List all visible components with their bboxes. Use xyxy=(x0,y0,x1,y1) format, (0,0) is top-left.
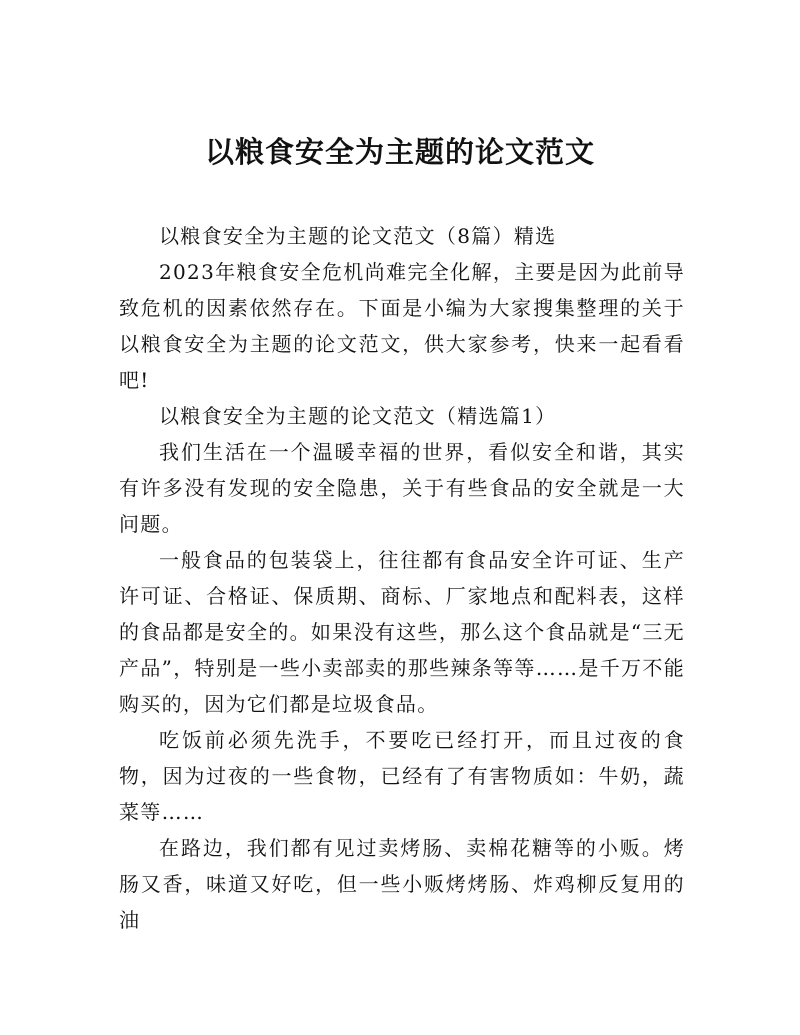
section-heading: 以粮食安全为主题的论文范文（精选篇1） xyxy=(159,404,557,428)
body-paragraph: 在路边，我们都有见过卖烤肠、卖棉花糖等的小贩。烤肠又香，味道又好吃，但一些小贩烤烤肠、炸鸡柳反复用的油 xyxy=(119,836,685,932)
intro-paragraph: 2023年粮食安全危机尚难完全化解，主要是因为此前导致危机的因素依然存在。下面是小编为大家搜集整理的关于以粮食安全为主题的论文范文，供大家参考，快来一起看看吧! xyxy=(119,260,685,392)
document-title: 以粮食安全为主题的论文范文 xyxy=(204,135,595,169)
body-paragraph: 我们生活在一个温暖幸福的世界，看似安全和谐，其实有许多没有发现的安全隐患，关于有些食品的安全就是一大问题。 xyxy=(119,440,685,536)
body-paragraph: 一般食品的包装袋上，往往都有食品安全许可证、生产许可证、合格证、保质期、商标、厂家地点和配料表，这样的食品都是安全的。如果没有这些，那么这个食品就是“三无产品”，特别是一些小卖部卖的那些辣条等等……是千万不能购买的，因为它们都是垃圾食品。 xyxy=(119,548,685,716)
document-body xyxy=(119,218,685,938)
body-paragraph: 吃饭前必须先洗手，不要吃已经打开，而且过夜的食物，因为过夜的一些食物，已经有了有害物质如：牛奶，蔬菜等…… xyxy=(119,728,685,824)
subtitle-paragraph: 以粮食安全为主题的论文范文（8篇）精选 xyxy=(159,224,557,248)
